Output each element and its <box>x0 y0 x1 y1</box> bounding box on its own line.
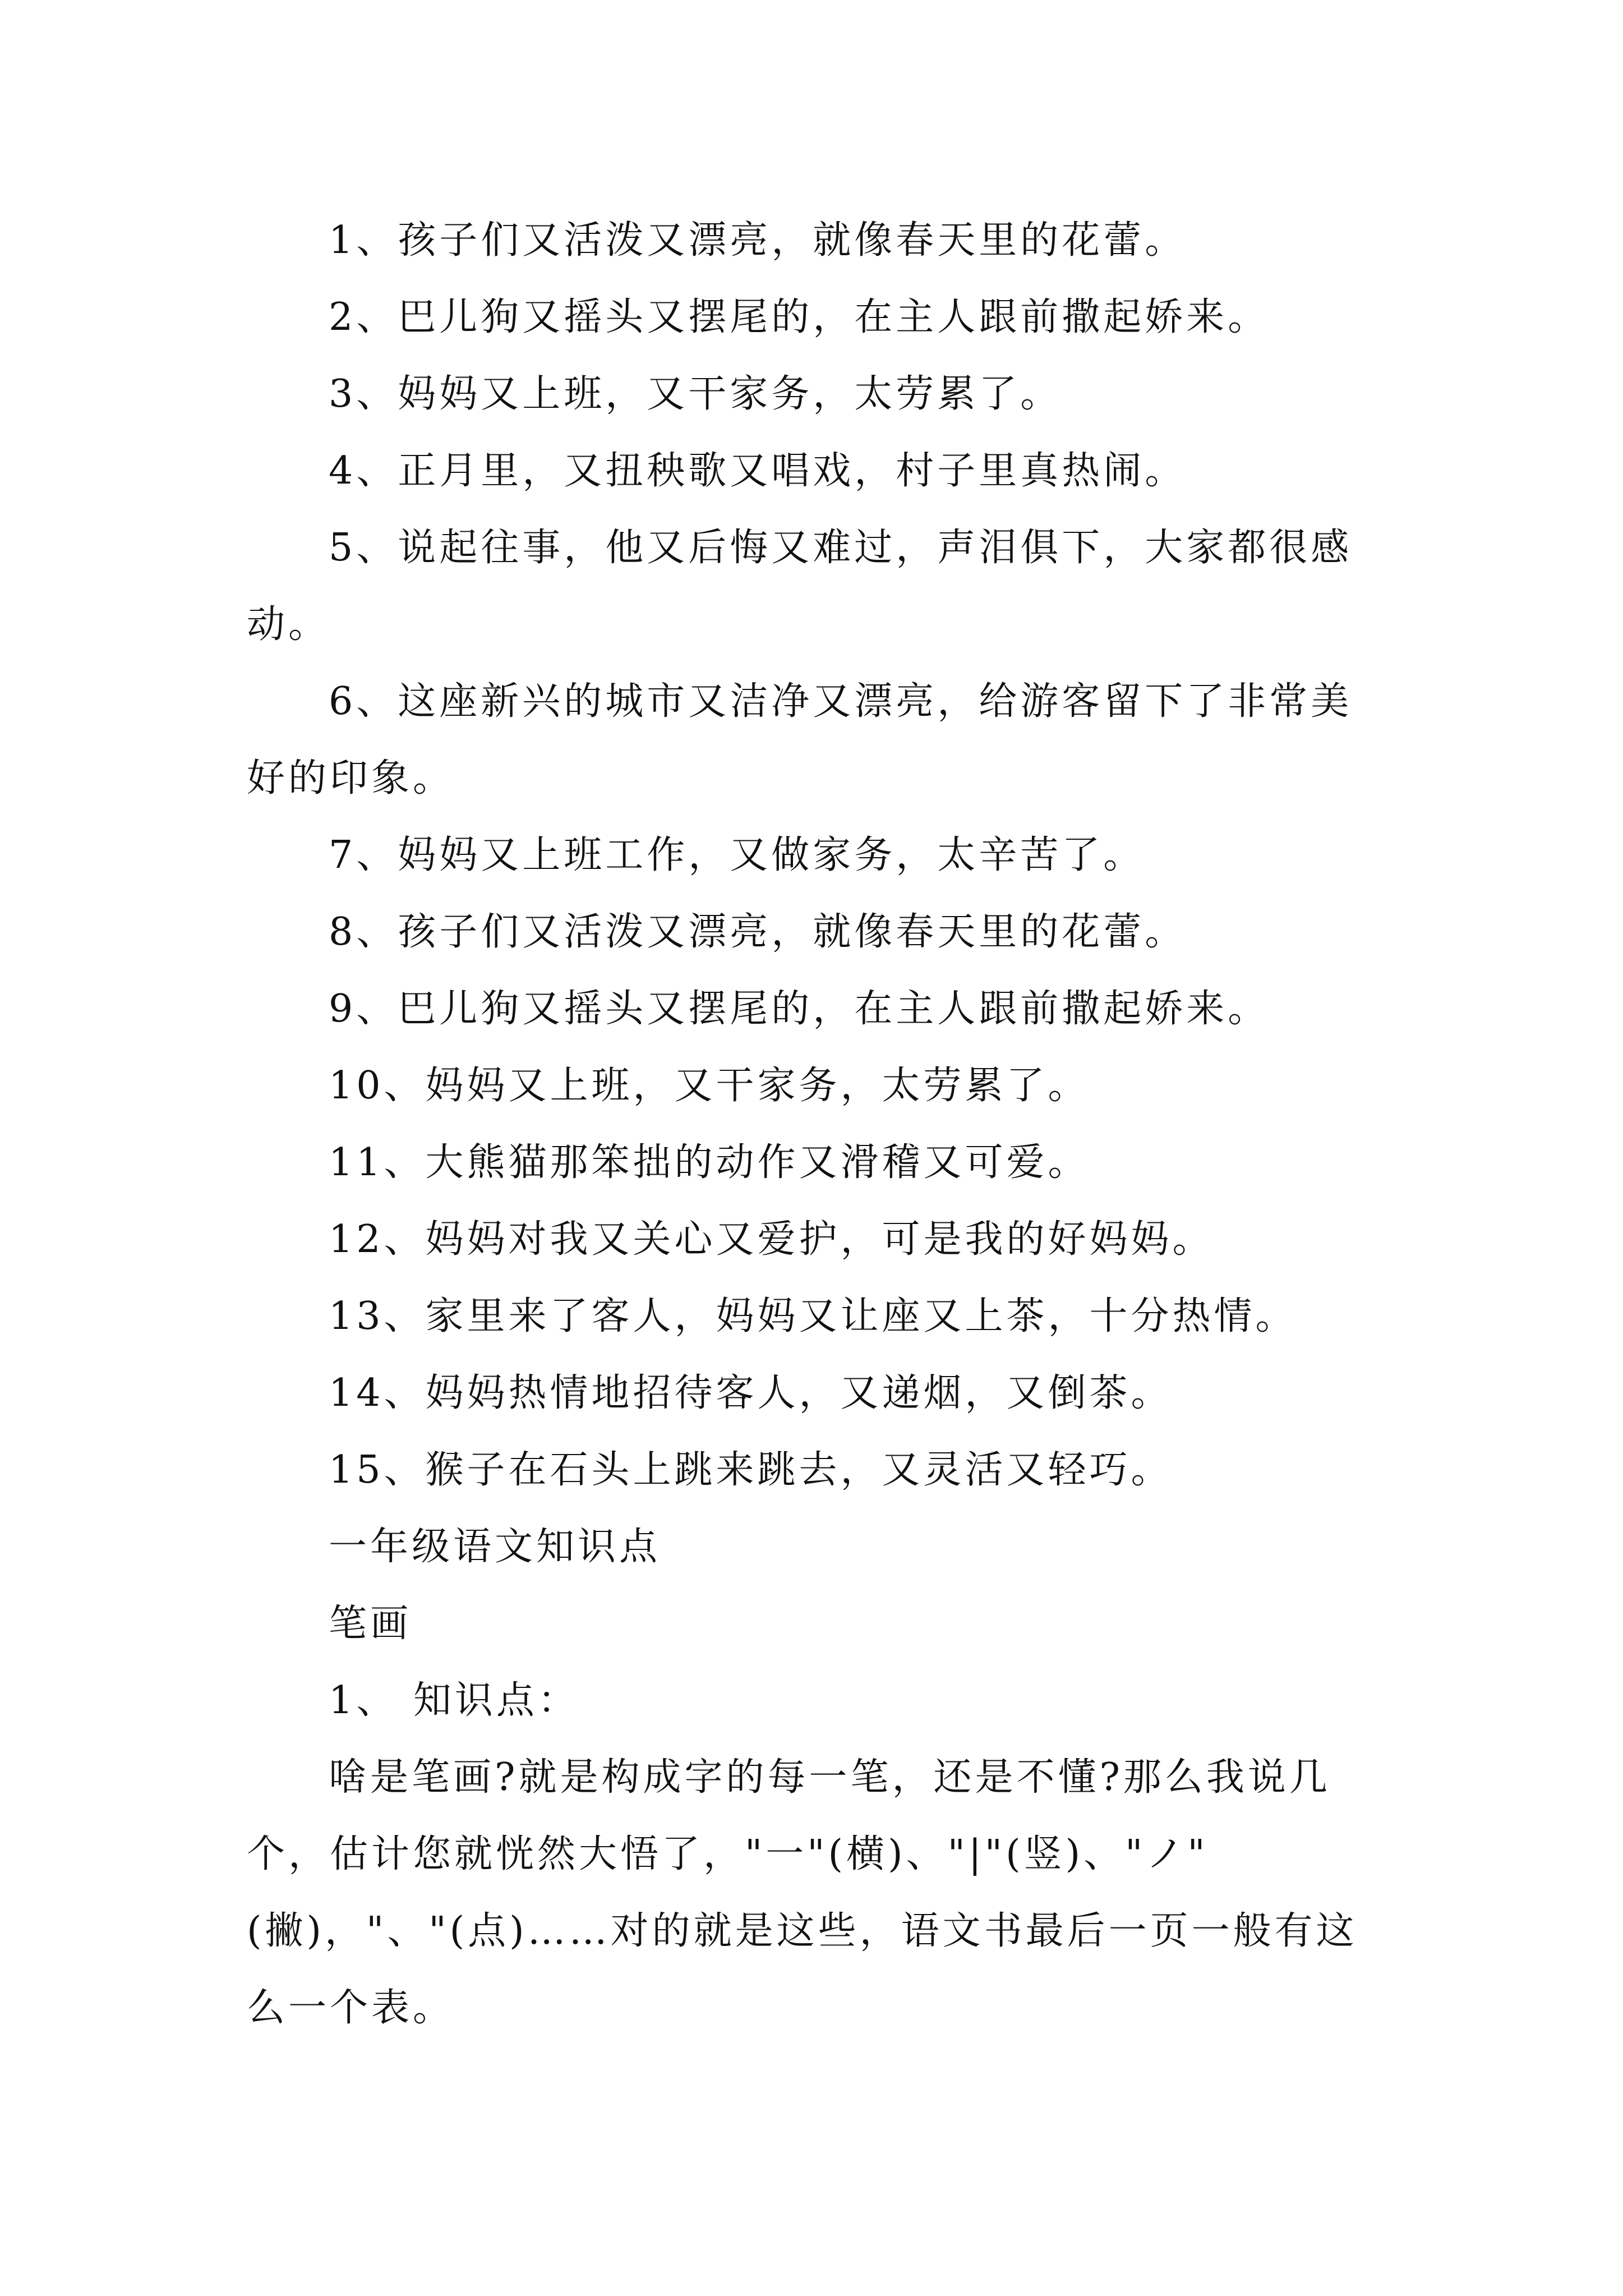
sentence-6: 6、这座新兴的城市又洁净又漂亮，给游客留下了非常美好的印象。 <box>247 679 1353 800</box>
sentence-11: 11、大熊猫那笨拙的动作又滑稽又可爱。 <box>329 1140 1090 1185</box>
sentence-14: 14、妈妈热情地招待客人，又递烟，又倒茶。 <box>329 1371 1173 1415</box>
sentence-12: 12、妈妈对我又关心又爱护，可是我的好妈妈。 <box>329 1217 1214 1262</box>
sentence-5: 5、说起往事，他又后悔又难过，声泪俱下，大家都很感动。 <box>247 526 1353 647</box>
sentence-10: 10、妈妈又上班，又干家务，太劳累了。 <box>329 1064 1090 1108</box>
sentence-2: 2、巴儿狗又摇头又摆尾的，在主人跟前撒起娇来。 <box>329 295 1270 339</box>
sentence-8: 8、孩子们又活泼又漂亮，就像春天里的花蕾。 <box>329 910 1187 954</box>
sentence-9: 9、巴儿狗又摇头又摆尾的，在主人跟前撒起娇来。 <box>329 987 1270 1031</box>
sentence-13: 13、家里来了客人，妈妈又让座又上茶，十分热情。 <box>329 1294 1297 1338</box>
sentence-3: 3、妈妈又上班，又干家务，太劳累了。 <box>329 372 1062 416</box>
section-title: 一年级语文知识点 <box>329 1525 661 1569</box>
document-body <box>247 202 1391 2046</box>
sentence-15: 15、猴子在石头上跳来跳去，又灵活又轻巧。 <box>329 1448 1173 1492</box>
sentence-7: 7、妈妈又上班工作，又做家务，太辛苦了。 <box>329 833 1145 877</box>
point-heading: 1、 知识点： <box>329 1678 579 1723</box>
subsection-title: 笔画 <box>329 1602 412 1646</box>
explanation-paragraph: 啥是笔画?就是构成字的每一笔，还是不懂?那么我说几个，估计您就恍然大悟了，"一"(横)、"|"(竖)、"ノ"(撇)，"、"(点)……对的就是这些，语文书最后一页一般有这么一个表。 <box>247 1755 1358 2030</box>
sentence-1: 1、孩子们又活泼又漂亮，就像春天里的花蕾。 <box>329 218 1187 263</box>
sentence-4: 4、正月里，又扭秧歌又唱戏，村子里真热闹。 <box>329 449 1187 493</box>
